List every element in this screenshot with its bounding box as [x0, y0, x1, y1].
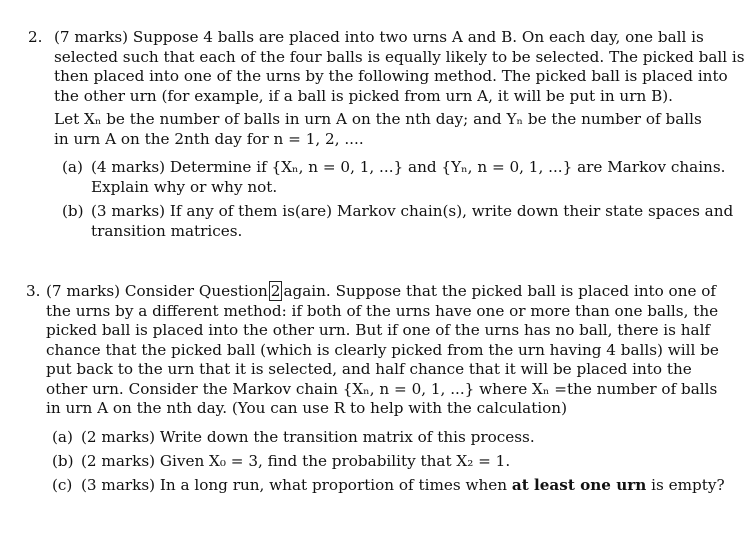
q2-intro-line-1: (7 marks) Suppose 4 balls are placed into two urns A and B. On each day, one ball is	[54, 28, 704, 46]
q2-def-line-2: in urn A on the 2nth day for n = 1, 2, ....	[54, 129, 364, 148]
q3-part-a-label: (a)	[52, 428, 73, 446]
q3-part-c-after: is empty?	[651, 476, 725, 494]
q2-part-b-label: (b)	[62, 202, 84, 220]
q2-part-a-line-1: (4 marks) Determine if {Xₙ, n = 0, 1, ...} and {Yₙ, n = 0, 1, ...} are Markov chains.	[91, 158, 726, 176]
q3-part-b-text: (2 marks) Given X₀ = 3, find the probability that X₂ = 1.	[81, 452, 511, 470]
q2-intro-line-4: the other urn (for example, if a ball is picked from urn A, it will be put in urn B).	[54, 86, 673, 105]
q2-intro-line-3: then placed into one of the urns by the following method. The picked ball is placed into	[54, 67, 728, 85]
q3-line-1-after: again. Suppose that the picked ball is placed into one of	[283, 282, 717, 300]
q3-line-4: chance that the picked ball (which is clearly picked from the urn having 4 balls) will be	[46, 340, 719, 359]
q2-part-a-line-2: Explain why or why not.	[91, 177, 278, 196]
q3-line-1	[46, 282, 717, 302]
question-2-intro	[54, 28, 745, 106]
q2-part-b-line-2: transition matrices.	[91, 221, 243, 240]
question-3-body	[46, 282, 719, 419]
q3-part-c-text	[81, 476, 725, 496]
q3-part-a-text: (2 marks) Write down the transition matrix of this process.	[81, 428, 535, 446]
q3-line-7: in urn A on the nth day. (You can use R to help with the calculation)	[46, 399, 568, 417]
question-2-definition	[54, 110, 702, 149]
q3-line-1-before: (7 marks) Consider Question	[46, 282, 268, 300]
q3-line-5: put back to the urn that it is selected, and half chance that it will be placed into the	[46, 360, 692, 378]
q3-part-c-label: (c)	[52, 476, 73, 494]
q2-part-b-line-1: (3 marks) If any of them is(are) Markov chain(s), write down their state spaces and	[91, 202, 734, 220]
q3-part-b-label: (b)	[52, 452, 74, 470]
question-3-number: 3.	[26, 282, 41, 300]
q3-line-6: other urn. Consider the Markov chain {Xₙ, n = 0, 1, ...} where Xₙ =the number of balls	[46, 379, 718, 398]
q3-part-c-emphasis: at least one urn	[511, 476, 647, 494]
q2-intro-line-2: selected such that each of the four balls is equally likely to be selected. The picked ball is	[54, 47, 745, 66]
q2-def-line-1: Let Xₙ be the number of balls in urn A on the nth day; and Yₙ be the number of balls	[54, 110, 702, 128]
q3-line-3: picked ball is placed into the other urn. But if one of the urns has no ball, there is half	[46, 321, 711, 339]
question-2-number: 2.	[28, 28, 43, 46]
question-reference-link[interactable]: 2	[270, 282, 281, 300]
q2-part-a-label: (a)	[62, 158, 83, 176]
q3-line-2: the urns by a different method: if both of the urns have one or more than one balls, the	[46, 301, 719, 320]
q3-part-c-before: (3 marks) In a long run, what proportion of times when	[81, 476, 508, 494]
